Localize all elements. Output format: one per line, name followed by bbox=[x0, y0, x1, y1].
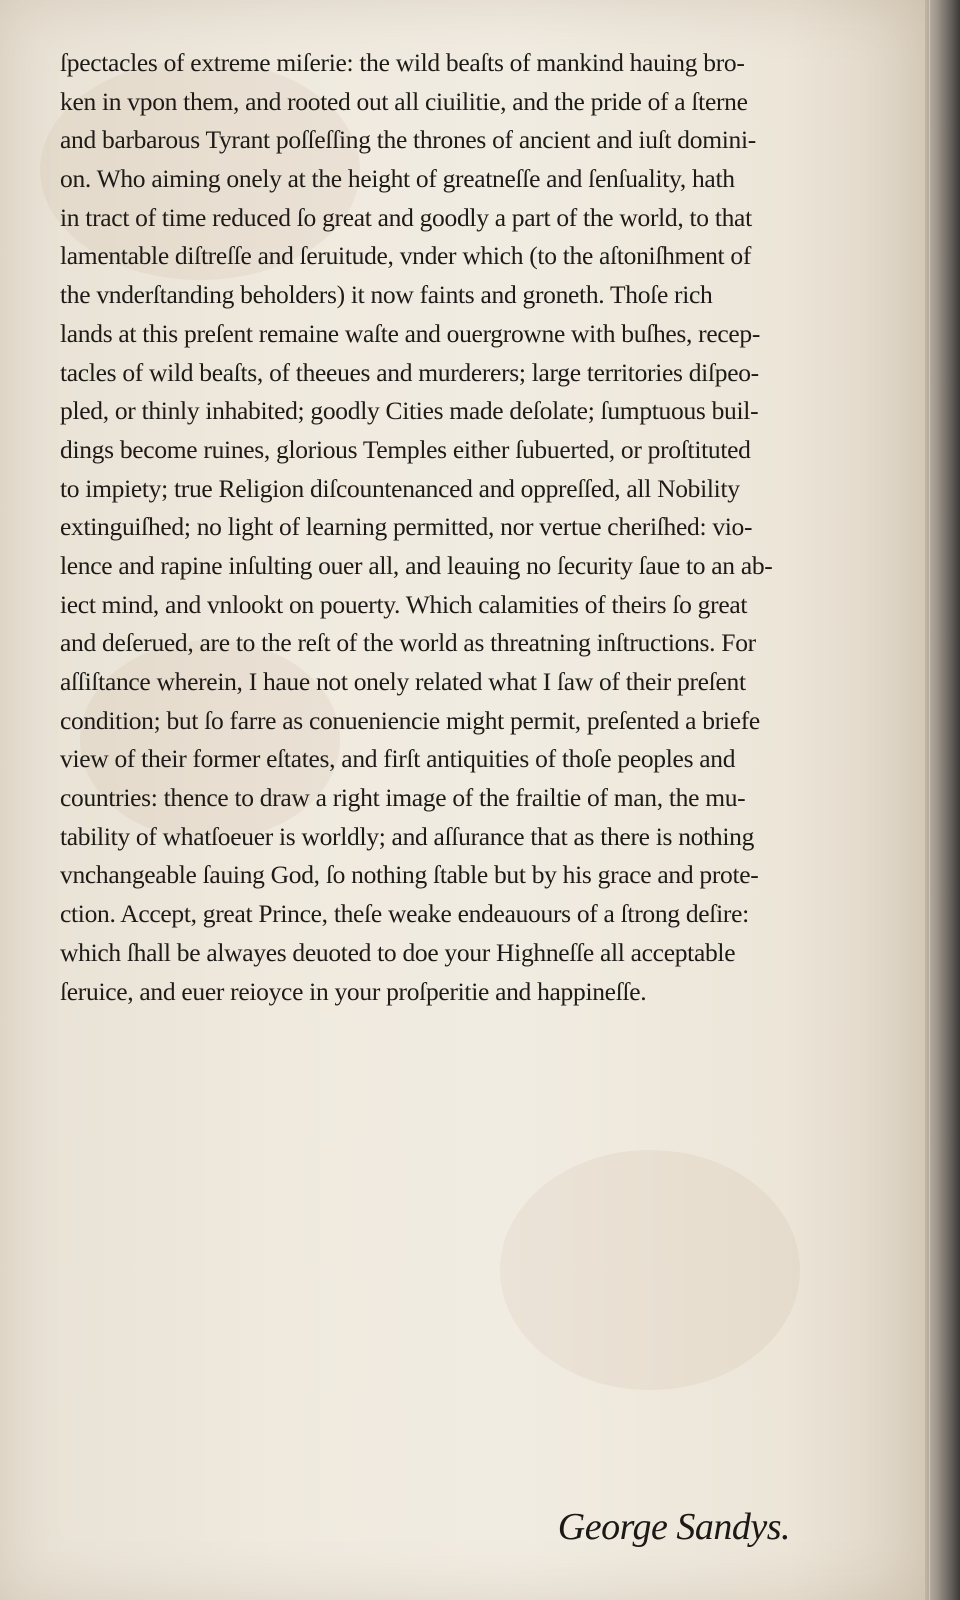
text-line: iect mind, and vnlookt on pouerty. Which calamities of theirs ſo great bbox=[60, 589, 748, 619]
text-line: and barbarous Tyrant poſſeſſing the thrones of ancient and iuſt domini- bbox=[60, 125, 756, 155]
text-line: pled, or thinly inhabited; goodly Cities made deſolate; ſumptuous buil- bbox=[60, 396, 759, 426]
text-line: tability of whatſoeuer is worldly; and aſſurance that as there is nothing bbox=[60, 821, 755, 851]
dedication-text bbox=[60, 44, 915, 1011]
text-line: the vnderſtanding beholders) it now faints and groneth. Thoſe rich bbox=[60, 280, 713, 310]
text-line: tacles of wild beaſts, of theeues and murderers; large territories diſpeo- bbox=[60, 357, 759, 387]
text-line: dings become ruines, glorious Temples either ſubuerted, or proſtituted bbox=[60, 434, 751, 464]
text-line: vnchangeable ſauing God, ſo nothing ſtable but by his grace and prote- bbox=[60, 860, 759, 890]
book-page-edge bbox=[925, 0, 960, 1600]
text-line: ſpectacles of extreme miſerie: the wild beaſts of mankind hauing bro- bbox=[60, 48, 745, 77]
text-line: lamentable diſtreſſe and ſeruitude, vnder which (to the aſtoniſhment of bbox=[60, 241, 752, 271]
text-line: on. Who aiming onely at the height of greatneſſe and ſenſuality, hath bbox=[60, 164, 735, 194]
text-line: view of their former eſtates, and firſt antiquities of thoſe peoples and bbox=[60, 744, 736, 774]
author-signature: George Sandys. bbox=[557, 1506, 790, 1548]
text-line: aſſiſtance wherein, I haue not onely related what I ſaw of their preſent bbox=[60, 667, 746, 696]
text-line: lence and rapine inſulting ouer all, and leauing no ſecurity ſaue to an ab- bbox=[60, 550, 773, 580]
text-line: in tract of time reduced ſo great and goodly a part of the world, to that bbox=[60, 202, 752, 232]
text-line: condition; but ſo farre as conueniencie might permit, preſented a briefe bbox=[60, 705, 760, 735]
text-line: ction. Accept, great Prince, theſe weake endeauours of a ſtrong deſire: bbox=[60, 899, 749, 929]
text-line: and deſerued, are to the reſt of the world as threatning inſtructions. For bbox=[60, 628, 756, 658]
text-line: extinguiſhed; no light of learning permitted, nor vertue cheriſhed: vio- bbox=[60, 512, 753, 542]
text-line: ſeruice, and euer reioyce in your proſperitie and happineſſe. bbox=[60, 976, 647, 1006]
text-line: ken in vpon them, and rooted out all ciuilitie, and the pride of a ſterne bbox=[60, 86, 748, 116]
text-line: which ſhall be alwayes deuoted to doe your Highneſſe all acceptable bbox=[60, 937, 736, 967]
paper-stain bbox=[500, 1150, 800, 1390]
text-line: countries: thence to draw a right image of the frailtie of man, the mu- bbox=[60, 783, 746, 813]
text-line: to impiety; true Religion diſcountenanced and oppreſſed, all Nobility bbox=[60, 473, 740, 503]
text-line: lands at this preſent remaine waſte and ouergrowne with buſhes, recep- bbox=[60, 318, 761, 348]
